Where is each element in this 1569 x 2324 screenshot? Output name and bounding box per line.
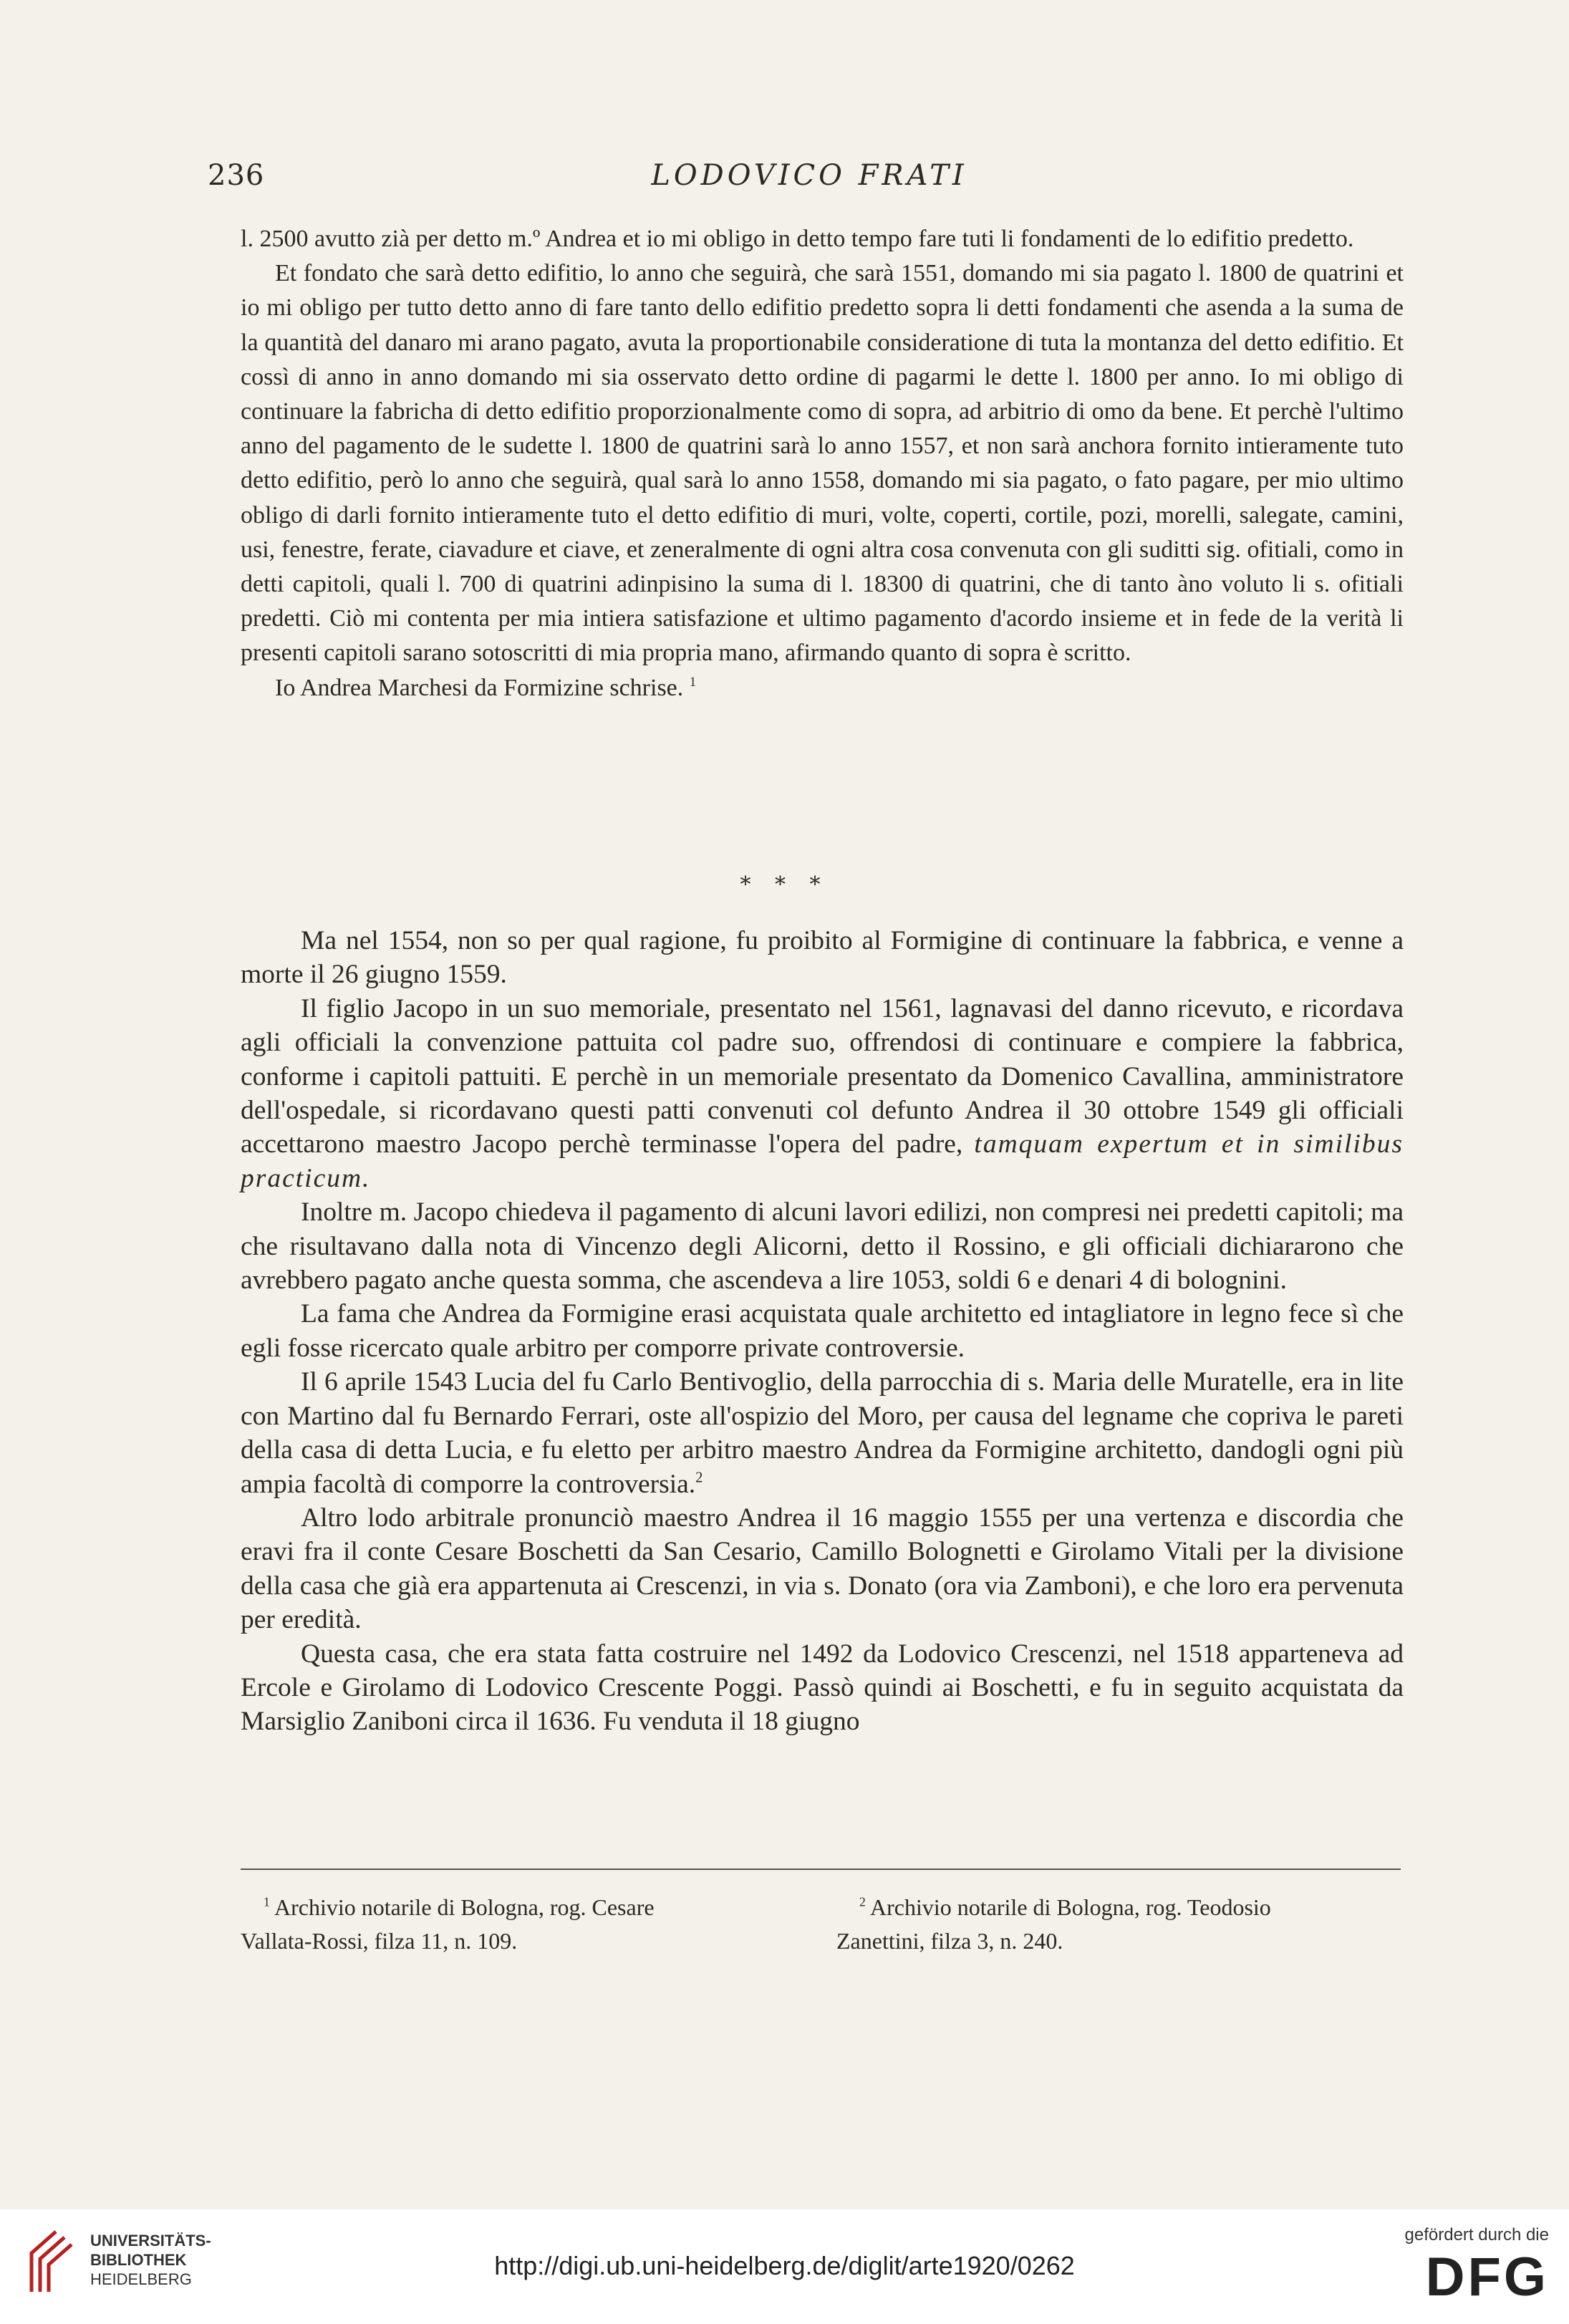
page-number: 236 [208, 159, 265, 192]
footnote-text: Zanettini, filza 3, n. 240. [836, 1928, 1063, 1954]
document-paragraph: Et fondato che sarà detto edifitio, lo anno che seguirà, che sarà 1551, domando mi sia pagato l. 1800 de quatrini et io mi obligo per tutto detto anno di fare tanto dello edifitio predetto sopra li detti fondamenti che asenda a la suma de la quantità del danaro mi arano pagato, avuta la proportionabile consideratione di tuta la montanza del detto edifitio. Et cossì di anno in anno domando mi sia osservato detto ordine di pagarmi le dette l. 1800 per anno. Io mi obligo di continuare la fabricha di detto edifitio proporzionalmente como di sopra, ad arbitrio di omo da bene. Et perchè l'ultimo anno del pagamento de le sudette l. 1800 de quatrini sarà lo anno 1557, et non sarà anchora fornito intieramente tuto detto edifitio, però lo anno che seguirà, qual sarà lo anno 1558, domando mi sia pagato, o fato pagare, per mio ultimo obligo di darli fornito intieramente tuto el detto edifitio di muri, volte, coperti, cortile, pozi, morelli, salegate, camini, usi, fenestre, ferate, ciavadure et ciave, et zeneralmente di ogni altra cosa convenuta con gli suditti sig. ofitiali, como in detti capitoli, quali l. 700 di quatrini adinpisino la suma di l. 18300 di quatrini, che di tanto àno voluto li s. ofitiali predetti. Ciò mi contenta per mia intiera satisfazione et ultimo pagamento d'acordo insieme et in fede de la verità li presenti capitoli sarano sotoscritti di mia propria mano, afirmando quanto di sopra è scritto. [241, 260, 1404, 667]
paragraph: Questa casa, che era stata fatta costruire nel 1492 da Lodovico Crescenzi, nel 1518 apparteneva ad Ercole e Girolamo di Lodovico Crescente Poggi. Passò quindi ai Boschetti, e fu in seguito acquistata da Marsiglio Zaniboni circa il 1636. Fu venduta il 18 giugno [241, 1639, 1404, 1737]
footnote-mark: 2 [859, 1894, 866, 1909]
paragraph-text: Il figlio Jacopo in un suo memoriale, presentato nel 1561, lagnavasi del danno ricevuto, e ricordava agli officiali la convenzione pattuita col padre suo, offrendosi di continuare e compiere la fabbrica, conforme i capitoli pattuiti. E perchè in un memoriale presentato da Domenico Cavallina, amministratore dell'ospedale, si ricordavano questi patti convenuti col defunto Andrea il 30 ottobre 1549 gli officiali accettarono maestro Jacopo perchè terminasse l'opera del padre, [241, 993, 1404, 1159]
footnote-1 [241, 1891, 799, 1958]
footnote-text: Vallata-Rossi, filza 11, n. 109. [241, 1928, 518, 1954]
institution-name: UNIVERSITÄTS- BIBLIOTHEK HEIDELBERG [90, 2232, 211, 2288]
paragraph [241, 1365, 1404, 1501]
document-paragraph: l. 2500 avutto zià per detto m.º Andrea et io mi obligo in detto tempo fare tuti li fondamenti de lo edifitio predetto. [241, 226, 1354, 252]
footnote-text: Archivio notarile di Bologna, rog. Teodosio [870, 1894, 1271, 1920]
paragraph-text: Il 6 aprile 1543 Lucia del fu Carlo Bentivoglio, della parrocchia di s. Maria delle Muratelle, era in lite con Martino dal fu Bernardo Ferrari, oste all'ospizio del Moro, per causa del legname che copriva le pareti della casa di detta Lucia, e fu eletto per arbitro maestro Andrea da Formigine architetto, dandogli ogni più ampia facoltà di comporre la controversia. [241, 1367, 1404, 1499]
footnote-ref[interactable]: 2 [695, 1470, 703, 1486]
latin-quote: tamquam expertum et in similibus practicum. [241, 1129, 1404, 1193]
footnote-mark: 1 [264, 1894, 270, 1909]
paragraph: Ma nel 1554, non so per qual ragione, fu proibito al Formigine di continuare la fabbrica, e venne a morte il 26 giugno 1559. [241, 926, 1404, 990]
permalink[interactable]: http://digi.ub.uni-heidelberg.de/diglit/arte1920/0262 [494, 2251, 1075, 2280]
paragraph: Altro lodo arbitrale pronunciò maestro Andrea il 16 maggio 1555 per una vertenza e discordia che eravi fra il conte Cesare Boschetti da San Cesario, Camillo Bolognetti e Girolamo Vitali per la divisione della casa che già era appartenuta ai Crescenzi, in via s. Donato (ora via Zamboni), e che loro era pervenuta per eredità. [241, 1503, 1404, 1635]
running-head: LODOVICO FRATI [651, 159, 967, 192]
paragraph [241, 992, 1404, 1195]
signature-text: Io Andrea Marchesi da Formizine schrise. [275, 674, 684, 701]
section-separator: * * * [740, 872, 829, 897]
paragraph: La fama che Andrea da Formigine erasi acquistata quale architetto ed intagliatore in legno fece sì che egli fosse ricercato quale arbitro per comporre private controversie. [241, 1299, 1404, 1363]
footnote-2 [836, 1891, 1401, 1958]
sponsor-text: gefördert durch die [1404, 2225, 1549, 2245]
body-text [241, 924, 1404, 1739]
footer-bar [0, 2209, 1569, 2324]
document-signature [241, 671, 1404, 705]
footnote-ref[interactable]: 1 [689, 674, 697, 690]
sponsor [1405, 2225, 1549, 2310]
dfg-logo: DFG [1425, 2247, 1549, 2308]
quoted-document [241, 222, 1404, 705]
paragraph: Inoltre m. Jacopo chiedeva il pagamento di alcuni lavori edilizi, non compresi nei predetti capitoli; ma che risultavano dalla nota di Vincenzo degli Alicorni, detto il Rossino, e gli officiali dichiararono che avrebbero pagato anche questa somma, che ascendeva a lire 1053, soldi 6 e denari 4 di bolognini. [241, 1197, 1404, 1296]
footnote-text: Archivio notarile di Bologna, rog. Cesare [274, 1894, 655, 1920]
footnote-divider [241, 1869, 1401, 1870]
page-header [208, 159, 1411, 202]
